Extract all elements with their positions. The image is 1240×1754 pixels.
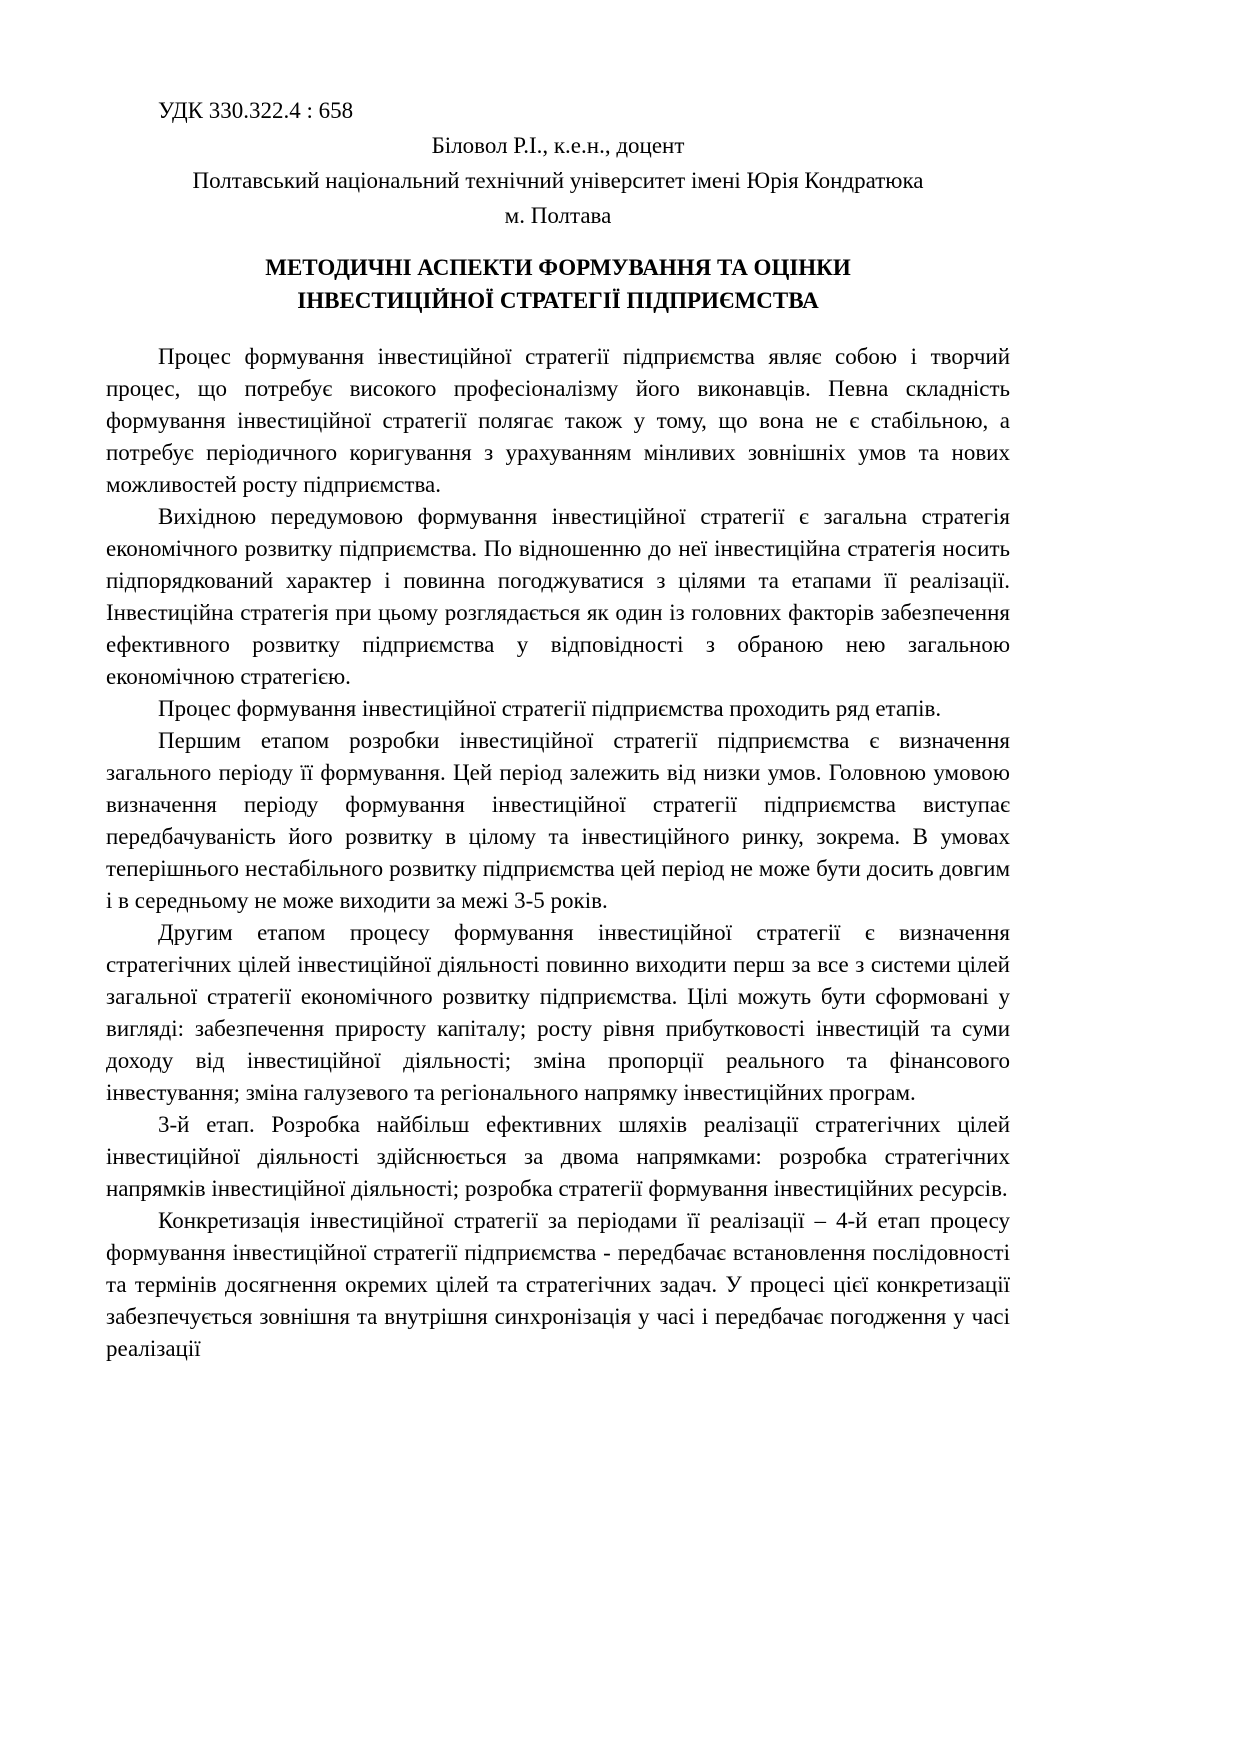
paragraph-7: Конкретизація інвестиційної стратегії за періодами її реалізації – 4-й етап процесу формування інвестиційної стратегії підприємства - передбачає встановлення послідовності та термінів досягнення окремих цілей та стратегічних задач. У процесі цієї конкретизації забезпечується зовнішня та внутрішня синхронізація у часі і передбачає погодження у часі реалізації — [106, 1208, 1010, 1361]
city-line: м. Полтава — [504, 203, 612, 228]
title-line-1: МЕТОДИЧНІ АСПЕКТИ ФОРМУВАННЯ ТА ОЦІНКИ — [265, 255, 851, 280]
paper-title — [106, 251, 1010, 317]
title-line-2: ІНВЕСТИЦІЙНОЇ СТРАТЕГІЇ ПІДПРИЄМСТВА — [297, 288, 819, 313]
paragraph-5: Другим етапом процесу формування інвестиційної стратегії є визначення стратегічних цілей інвестиційної діяльності повинно виходити перш за все з системи цілей загальної стратегії економічного розвитку підприємства. Цілі можуть бути сформовані у вигляді: забезпечення приросту капіталу; росту рівня прибутковості інвестицій та суми доходу від інвестиційної діяльності; зміна пропорції реального та фінансового інвестування; зміна галузевого та регіонального напрямку інвестиційних програм. — [106, 920, 1010, 1105]
article-body — [106, 341, 1010, 1365]
paragraph-3: Процес формування інвестиційної стратегії підприємства проходить ряд етапів. — [158, 696, 942, 721]
affiliation-line: Полтавський національний технічний університет імені Юрія Кондратюка — [192, 168, 924, 193]
paragraph-1: Процес формування інвестиційної стратегії підприємства являє собою і творчий процес, що потребує високого професіоналізму його виконавців. Певна складність формування інвестиційної стратегії полягає також у тому, що вона не є стабільною, а потребує періодичного коригування з урахуванням мінливих зовнішніх умов та нових можливостей росту підприємства. — [106, 344, 1010, 497]
paragraph-6: 3-й етап. Розробка найбільш ефективних шляхів реалізації стратегічних цілей інвестиційної діяльності здійснюється за двома напрямками: розробка стратегічних напрямків інвестиційної діяльності; розробка стратегії формування інвестиційних ресурсів. — [106, 1112, 1010, 1201]
author-line: Біловол Р.І., к.е.н., доцент — [431, 133, 685, 158]
paragraph-4: Першим етапом розробки інвестиційної стратегії підприємства є визначення загального періоду її формування. Цей період залежить від низки умов. Головною умовою визначення періоду формування інвестиційної стратегії підприємства виступає передбачуваність його розвитку в цілому та інвестиційного ринку, зокрема. В умовах теперішнього нестабільного розвитку підприємства цей період не може бути досить довгим і в середньому не може виходити за межі 3-5 років. — [106, 728, 1010, 913]
paragraph-2: Вихідною передумовою формування інвестиційної стратегії є загальна стратегія економічного розвитку підприємства. По відношенню до неї інвестиційна стратегія носить підпорядкований характер і повинна погоджуватися з цілями та етапами її реалізації. Інвестиційна стратегія при цьому розглядається як один із головних факторів забезпечення ефективного розвитку підприємства у відповідності з обраною нею загальною економічною стратегією. — [106, 504, 1010, 689]
udc-code: УДК 330.322.4 : 658 — [158, 98, 354, 123]
